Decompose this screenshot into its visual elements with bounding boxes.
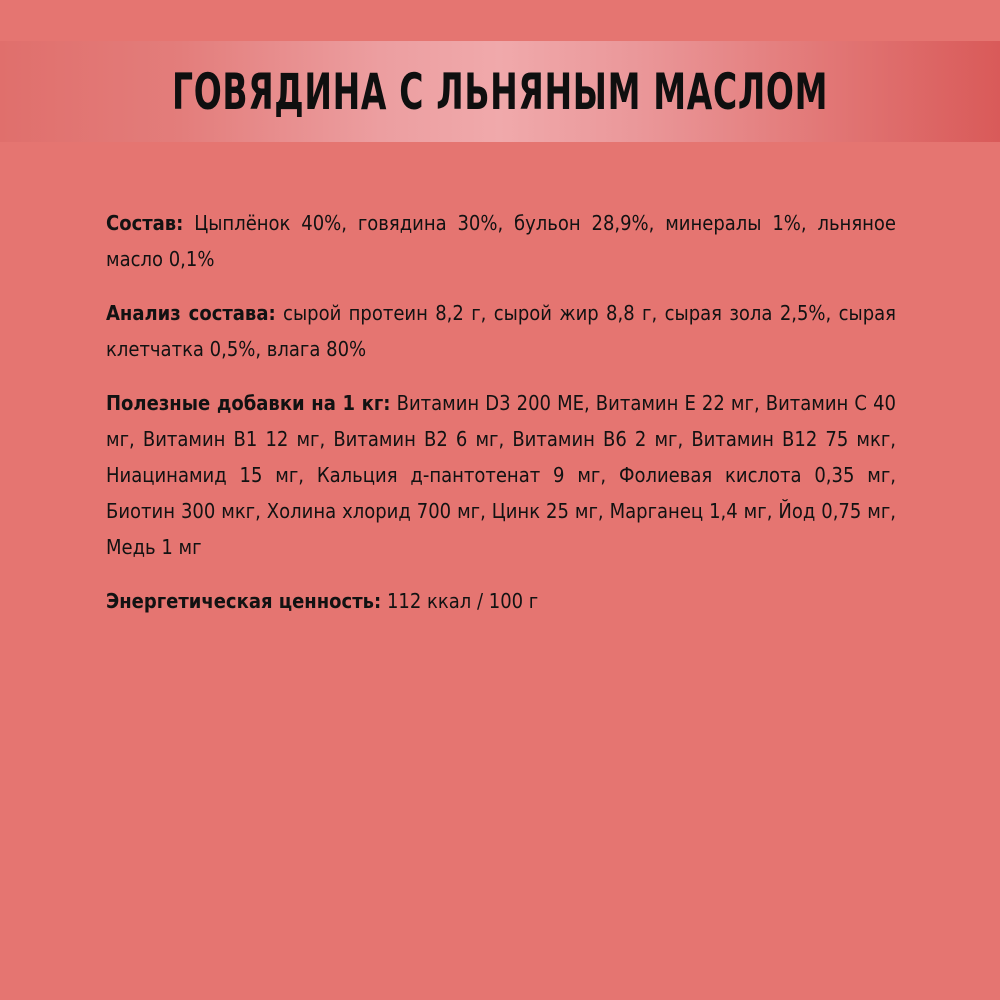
additives-label: Полезные добавки на 1 кг: xyxy=(106,391,391,415)
analysis-text: сырой протеин 8,2 г, сырой жир 8,8 г, сырая зола 2,5%, сырая клетчатка 0,5%, влага 80% xyxy=(106,301,896,361)
additives-text: Витамин D3 200 МЕ, Витамин Е 22 мг, Витамин С 40 мг, Витамин В1 12 мг, Витамин В2 6 мг, Витамин В6 2 мг, Витамин В12 75 мкг, Ниацинамид 15 мг, Кальция д-пантотенат 9 мг, Фолиевая кислота 0,35 мг, Биотин 300 мкг, Холина хлорид 700 мг, Цинк 25 мг, Марганец 1,4 мг, Йод 0,75 мг, Медь 1 мг xyxy=(106,391,896,559)
composition-info xyxy=(106,205,896,637)
energy-text: 112 ккал / 100 г xyxy=(386,589,539,613)
analysis-section xyxy=(106,295,896,367)
title-band xyxy=(0,41,1000,142)
composition-label: Состав: xyxy=(106,211,184,235)
energy-section xyxy=(106,583,896,619)
composition-text: Цыплёнок 40%, говядина 30%, бульон 28,9%, минералы 1%, льняное масло 0,1% xyxy=(106,211,896,271)
analysis-label: Анализ состава: xyxy=(106,301,276,325)
energy-label: Энергетическая ценность: xyxy=(106,589,382,613)
composition-section xyxy=(106,205,896,277)
page-title: ГОВЯДИНА С ЛЬНЯНЫМ МАСЛОМ xyxy=(171,62,829,121)
additives-section xyxy=(106,385,896,565)
